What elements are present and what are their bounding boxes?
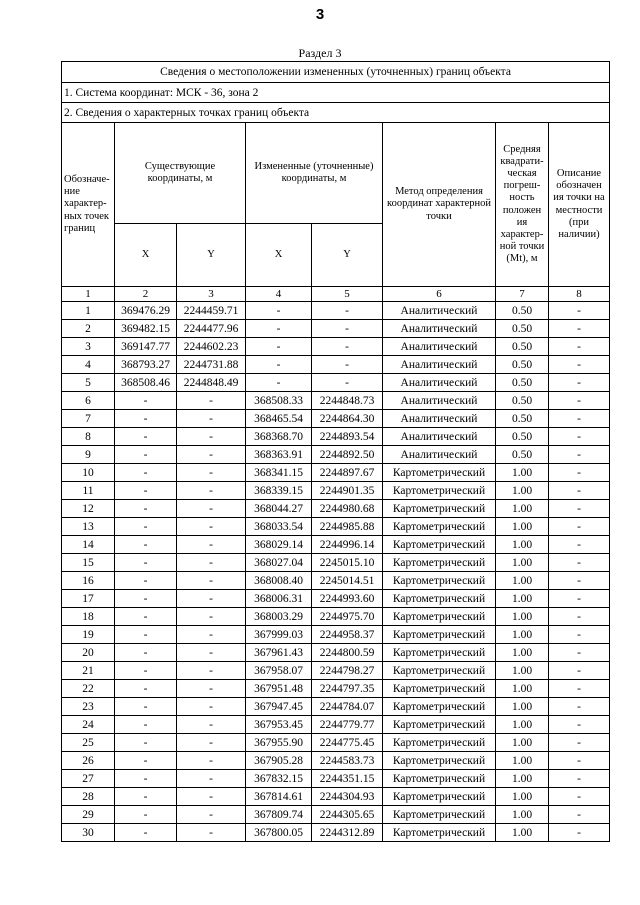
existing-x-cell: - xyxy=(115,446,177,464)
column-number: 3 xyxy=(177,287,246,302)
header-changed-y: Y xyxy=(312,224,383,287)
existing-y-cell: - xyxy=(177,824,246,842)
changed-x-cell: 368033.54 xyxy=(246,518,312,536)
existing-x-cell: - xyxy=(115,608,177,626)
existing-y-cell: - xyxy=(177,500,246,518)
changed-y-cell: 2244798.27 xyxy=(312,662,383,680)
existing-y-cell: 2244459.71 xyxy=(177,302,246,320)
method-cell: Аналитический xyxy=(383,356,496,374)
existing-x-cell: - xyxy=(115,482,177,500)
table-row xyxy=(62,482,610,500)
header-existing-coordinates: Существующие координаты, м xyxy=(115,123,246,224)
existing-y-cell: - xyxy=(177,464,246,482)
changed-y-cell: 2244784.07 xyxy=(312,698,383,716)
column-numbers-row xyxy=(62,287,610,302)
error-cell: 1.00 xyxy=(496,662,549,680)
table-row xyxy=(62,662,610,680)
changed-x-cell: 367953.45 xyxy=(246,716,312,734)
changed-y-cell: 2244993.60 xyxy=(312,590,383,608)
method-cell: Картометрический xyxy=(383,824,496,842)
changed-x-cell: 367947.45 xyxy=(246,698,312,716)
table-row xyxy=(62,554,610,572)
method-cell: Картометрический xyxy=(383,788,496,806)
header-method: Метод определения координат характерной точки xyxy=(383,123,496,287)
table-row xyxy=(62,302,610,320)
existing-y-cell: - xyxy=(177,698,246,716)
point-id-cell: 5 xyxy=(62,374,115,392)
existing-x-cell: - xyxy=(115,644,177,662)
changed-y-cell: 2244864.30 xyxy=(312,410,383,428)
changed-x-cell: - xyxy=(246,302,312,320)
changed-y-cell: - xyxy=(312,356,383,374)
error-cell: 1.00 xyxy=(496,500,549,518)
table-row xyxy=(62,806,610,824)
table-row xyxy=(62,338,610,356)
method-cell: Аналитический xyxy=(383,374,496,392)
description-cell: - xyxy=(549,608,610,626)
description-cell: - xyxy=(549,302,610,320)
changed-y-cell: 2244901.35 xyxy=(312,482,383,500)
changed-y-cell: 2244312.89 xyxy=(312,824,383,842)
error-cell: 0.50 xyxy=(496,446,549,464)
error-cell: 1.00 xyxy=(496,788,549,806)
method-cell: Аналитический xyxy=(383,446,496,464)
existing-x-cell: - xyxy=(115,824,177,842)
point-id-cell: 18 xyxy=(62,608,115,626)
header-existing-y: Y xyxy=(177,224,246,287)
column-number: 5 xyxy=(312,287,383,302)
header-changed-x: X xyxy=(246,224,312,287)
table-row xyxy=(62,644,610,662)
method-cell: Картометрический xyxy=(383,482,496,500)
existing-x-cell: - xyxy=(115,554,177,572)
changed-x-cell: 368006.31 xyxy=(246,590,312,608)
description-cell: - xyxy=(549,572,610,590)
existing-x-cell: - xyxy=(115,734,177,752)
table-row xyxy=(62,590,610,608)
point-id-cell: 1 xyxy=(62,302,115,320)
description-cell: - xyxy=(549,716,610,734)
point-id-cell: 24 xyxy=(62,716,115,734)
error-cell: 0.50 xyxy=(496,410,549,428)
description-cell: - xyxy=(549,338,610,356)
existing-x-cell: 368508.46 xyxy=(115,374,177,392)
method-cell: Картометрический xyxy=(383,644,496,662)
changed-x-cell: 368508.33 xyxy=(246,392,312,410)
method-cell: Картометрический xyxy=(383,716,496,734)
point-id-cell: 8 xyxy=(62,428,115,446)
description-cell: - xyxy=(549,536,610,554)
points-heading: 2. Сведения о характерных точках границ объекта xyxy=(62,103,610,123)
error-cell: 1.00 xyxy=(496,644,549,662)
table-row xyxy=(62,464,610,482)
changed-x-cell: 368341.15 xyxy=(246,464,312,482)
point-id-cell: 23 xyxy=(62,698,115,716)
point-id-cell: 14 xyxy=(62,536,115,554)
error-cell: 1.00 xyxy=(496,752,549,770)
method-cell: Картометрический xyxy=(383,806,496,824)
existing-x-cell: 369476.29 xyxy=(115,302,177,320)
header-description: Описание обозначен ия точки на местности (при наличии) xyxy=(549,123,610,287)
description-cell: - xyxy=(549,446,610,464)
changed-y-cell: 2244305.65 xyxy=(312,806,383,824)
header-changed-coordinates: Измененные (уточненные) координаты, м xyxy=(246,123,383,224)
table-row xyxy=(62,374,610,392)
table-row xyxy=(62,410,610,428)
existing-x-cell: 368793.27 xyxy=(115,356,177,374)
existing-y-cell: - xyxy=(177,680,246,698)
description-cell: - xyxy=(549,626,610,644)
table-row xyxy=(62,788,610,806)
changed-x-cell: - xyxy=(246,338,312,356)
changed-y-cell: 2244583.73 xyxy=(312,752,383,770)
description-cell: - xyxy=(549,734,610,752)
point-id-cell: 13 xyxy=(62,518,115,536)
table-row xyxy=(62,320,610,338)
description-cell: - xyxy=(549,320,610,338)
point-id-cell: 9 xyxy=(62,446,115,464)
method-cell: Картометрический xyxy=(383,590,496,608)
table-row xyxy=(62,716,610,734)
existing-x-cell: - xyxy=(115,518,177,536)
method-cell: Картометрический xyxy=(383,500,496,518)
description-cell: - xyxy=(549,410,610,428)
changed-y-cell: 2244996.14 xyxy=(312,536,383,554)
error-cell: 1.00 xyxy=(496,770,549,788)
table-row xyxy=(62,446,610,464)
existing-y-cell: - xyxy=(177,770,246,788)
changed-x-cell: 367905.28 xyxy=(246,752,312,770)
existing-y-cell: - xyxy=(177,626,246,644)
point-id-cell: 25 xyxy=(62,734,115,752)
point-id-cell: 29 xyxy=(62,806,115,824)
method-cell: Картометрический xyxy=(383,518,496,536)
existing-y-cell: - xyxy=(177,644,246,662)
error-cell: 1.00 xyxy=(496,698,549,716)
method-cell: Картометрический xyxy=(383,626,496,644)
existing-y-cell: - xyxy=(177,392,246,410)
method-cell: Аналитический xyxy=(383,338,496,356)
point-id-cell: 19 xyxy=(62,626,115,644)
header-point-designation: Обозначе-ние характер-ных точек границ xyxy=(62,123,115,287)
table-row xyxy=(62,428,610,446)
changed-y-cell: - xyxy=(312,338,383,356)
existing-y-cell: - xyxy=(177,734,246,752)
changed-x-cell: 367999.03 xyxy=(246,626,312,644)
description-cell: - xyxy=(549,500,610,518)
section-label: Раздел 3 xyxy=(298,46,342,60)
changed-y-cell: 2244975.70 xyxy=(312,608,383,626)
method-cell: Аналитический xyxy=(383,428,496,446)
error-cell: 0.50 xyxy=(496,356,549,374)
changed-y-cell: 2244848.73 xyxy=(312,392,383,410)
existing-x-cell: - xyxy=(115,626,177,644)
description-cell: - xyxy=(549,482,610,500)
existing-y-cell: 2244477.96 xyxy=(177,320,246,338)
existing-x-cell: - xyxy=(115,410,177,428)
existing-y-cell: - xyxy=(177,536,246,554)
table-row xyxy=(62,752,610,770)
point-id-cell: 27 xyxy=(62,770,115,788)
description-cell: - xyxy=(549,554,610,572)
changed-y-cell: - xyxy=(312,374,383,392)
point-id-cell: 7 xyxy=(62,410,115,428)
column-number: 1 xyxy=(62,287,115,302)
table-row xyxy=(62,500,610,518)
method-cell: Картометрический xyxy=(383,770,496,788)
error-cell: 0.50 xyxy=(496,428,549,446)
boundary-points-table xyxy=(61,61,610,842)
existing-y-cell: - xyxy=(177,608,246,626)
table-row xyxy=(62,680,610,698)
error-cell: 0.50 xyxy=(496,302,549,320)
method-cell: Картометрический xyxy=(383,680,496,698)
method-cell: Картометрический xyxy=(383,698,496,716)
column-number: 7 xyxy=(496,287,549,302)
method-cell: Картометрический xyxy=(383,536,496,554)
existing-x-cell: - xyxy=(115,572,177,590)
changed-x-cell: - xyxy=(246,320,312,338)
changed-x-cell: 368003.29 xyxy=(246,608,312,626)
method-cell: Картометрический xyxy=(383,464,496,482)
column-number: 6 xyxy=(383,287,496,302)
error-cell: 1.00 xyxy=(496,716,549,734)
method-cell: Картометрический xyxy=(383,734,496,752)
existing-y-cell: - xyxy=(177,410,246,428)
error-cell: 1.00 xyxy=(496,608,549,626)
existing-x-cell: - xyxy=(115,788,177,806)
point-id-cell: 2 xyxy=(62,320,115,338)
point-id-cell: 12 xyxy=(62,500,115,518)
point-id-cell: 4 xyxy=(62,356,115,374)
changed-y-cell: 2245014.51 xyxy=(312,572,383,590)
changed-y-cell: 2244797.35 xyxy=(312,680,383,698)
existing-y-cell: 2244602.23 xyxy=(177,338,246,356)
point-id-cell: 30 xyxy=(62,824,115,842)
description-cell: - xyxy=(549,770,610,788)
changed-y-cell: 2244980.68 xyxy=(312,500,383,518)
method-cell: Картометрический xyxy=(383,572,496,590)
description-cell: - xyxy=(549,374,610,392)
changed-x-cell: 368027.04 xyxy=(246,554,312,572)
changed-y-cell: 2244892.50 xyxy=(312,446,383,464)
existing-x-cell: 369147.77 xyxy=(115,338,177,356)
point-id-cell: 17 xyxy=(62,590,115,608)
existing-x-cell: - xyxy=(115,662,177,680)
description-cell: - xyxy=(549,698,610,716)
method-cell: Аналитический xyxy=(383,410,496,428)
error-cell: 1.00 xyxy=(496,536,549,554)
description-cell: - xyxy=(549,392,610,410)
existing-y-cell: - xyxy=(177,752,246,770)
existing-y-cell: - xyxy=(177,788,246,806)
changed-x-cell: 367951.48 xyxy=(246,680,312,698)
error-cell: 0.50 xyxy=(496,338,549,356)
existing-x-cell: - xyxy=(115,752,177,770)
changed-x-cell: 367832.15 xyxy=(246,770,312,788)
header-existing-x: X xyxy=(115,224,177,287)
existing-y-cell: - xyxy=(177,554,246,572)
existing-x-cell: - xyxy=(115,392,177,410)
point-id-cell: 21 xyxy=(62,662,115,680)
table-title: Сведения о местоположении измененных (уточненных) границ объекта xyxy=(62,62,610,83)
error-cell: 1.00 xyxy=(496,572,549,590)
header-mean-error: Средняя квадрати-ческая погреш-ность положен ия характер-ной точки (Mt), м xyxy=(496,123,549,287)
point-id-cell: 26 xyxy=(62,752,115,770)
existing-x-cell: - xyxy=(115,590,177,608)
method-cell: Аналитический xyxy=(383,302,496,320)
changed-x-cell: - xyxy=(246,374,312,392)
coordinate-system: 1. Система координат: МСК - 36, зона 2 xyxy=(62,83,610,103)
changed-y-cell: 2244893.54 xyxy=(312,428,383,446)
error-cell: 1.00 xyxy=(496,482,549,500)
changed-x-cell: 368465.54 xyxy=(246,410,312,428)
existing-x-cell: - xyxy=(115,770,177,788)
existing-x-cell: - xyxy=(115,698,177,716)
changed-x-cell: 368044.27 xyxy=(246,500,312,518)
method-cell: Картометрический xyxy=(383,554,496,572)
point-id-cell: 20 xyxy=(62,644,115,662)
column-number: 2 xyxy=(115,287,177,302)
point-id-cell: 10 xyxy=(62,464,115,482)
description-cell: - xyxy=(549,356,610,374)
changed-x-cell: 367955.90 xyxy=(246,734,312,752)
method-cell: Картометрический xyxy=(383,662,496,680)
changed-x-cell: 368368.70 xyxy=(246,428,312,446)
existing-x-cell: - xyxy=(115,680,177,698)
point-id-cell: 3 xyxy=(62,338,115,356)
existing-x-cell: - xyxy=(115,806,177,824)
changed-y-cell: 2244897.67 xyxy=(312,464,383,482)
error-cell: 0.50 xyxy=(496,374,549,392)
error-cell: 1.00 xyxy=(496,824,549,842)
existing-y-cell: 2244848.49 xyxy=(177,374,246,392)
changed-x-cell: 368363.91 xyxy=(246,446,312,464)
point-id-cell: 11 xyxy=(62,482,115,500)
error-cell: 0.50 xyxy=(496,320,549,338)
column-number: 4 xyxy=(246,287,312,302)
table-row xyxy=(62,536,610,554)
changed-y-cell: 2244800.59 xyxy=(312,644,383,662)
error-cell: 1.00 xyxy=(496,680,549,698)
existing-x-cell: - xyxy=(115,428,177,446)
changed-y-cell: 2244304.93 xyxy=(312,788,383,806)
changed-x-cell: 367814.61 xyxy=(246,788,312,806)
changed-y-cell: 2244779.77 xyxy=(312,716,383,734)
table-row xyxy=(62,626,610,644)
changed-x-cell: 368339.15 xyxy=(246,482,312,500)
existing-x-cell: - xyxy=(115,500,177,518)
point-id-cell: 15 xyxy=(62,554,115,572)
error-cell: 1.00 xyxy=(496,590,549,608)
description-cell: - xyxy=(549,518,610,536)
existing-x-cell: - xyxy=(115,536,177,554)
error-cell: 1.00 xyxy=(496,806,549,824)
changed-y-cell: - xyxy=(312,320,383,338)
existing-y-cell: - xyxy=(177,482,246,500)
changed-y-cell: 2244351.15 xyxy=(312,770,383,788)
description-cell: - xyxy=(549,752,610,770)
column-number: 8 xyxy=(549,287,610,302)
error-cell: 1.00 xyxy=(496,626,549,644)
error-cell: 1.00 xyxy=(496,464,549,482)
error-cell: 1.00 xyxy=(496,518,549,536)
existing-y-cell: - xyxy=(177,518,246,536)
changed-x-cell: 367809.74 xyxy=(246,806,312,824)
point-id-cell: 16 xyxy=(62,572,115,590)
description-cell: - xyxy=(549,680,610,698)
method-cell: Картометрический xyxy=(383,608,496,626)
description-cell: - xyxy=(549,644,610,662)
table-row xyxy=(62,392,610,410)
changed-x-cell: 367958.07 xyxy=(246,662,312,680)
method-cell: Аналитический xyxy=(383,320,496,338)
description-cell: - xyxy=(549,662,610,680)
table-row xyxy=(62,572,610,590)
method-cell: Аналитический xyxy=(383,392,496,410)
existing-y-cell: - xyxy=(177,716,246,734)
changed-x-cell: - xyxy=(246,356,312,374)
table-row xyxy=(62,518,610,536)
existing-x-cell: - xyxy=(115,716,177,734)
changed-y-cell: 2245015.10 xyxy=(312,554,383,572)
table-row xyxy=(62,734,610,752)
existing-y-cell: - xyxy=(177,662,246,680)
description-cell: - xyxy=(549,428,610,446)
error-cell: 0.50 xyxy=(496,392,549,410)
error-cell: 1.00 xyxy=(496,554,549,572)
table-row xyxy=(62,824,610,842)
description-cell: - xyxy=(549,806,610,824)
description-cell: - xyxy=(549,824,610,842)
existing-y-cell: - xyxy=(177,428,246,446)
error-cell: 1.00 xyxy=(496,734,549,752)
changed-x-cell: 367800.05 xyxy=(246,824,312,842)
changed-x-cell: 368008.40 xyxy=(246,572,312,590)
existing-y-cell: - xyxy=(177,806,246,824)
existing-x-cell: - xyxy=(115,464,177,482)
method-cell: Картометрический xyxy=(383,752,496,770)
table-row xyxy=(62,770,610,788)
existing-y-cell: - xyxy=(177,590,246,608)
existing-y-cell: - xyxy=(177,446,246,464)
changed-y-cell: - xyxy=(312,302,383,320)
point-id-cell: 6 xyxy=(62,392,115,410)
point-id-cell: 22 xyxy=(62,680,115,698)
changed-y-cell: 2244985.88 xyxy=(312,518,383,536)
table-row xyxy=(62,698,610,716)
description-cell: - xyxy=(549,464,610,482)
point-id-cell: 28 xyxy=(62,788,115,806)
changed-y-cell: 2244958.37 xyxy=(312,626,383,644)
existing-x-cell: 369482.15 xyxy=(115,320,177,338)
changed-y-cell: 2244775.45 xyxy=(312,734,383,752)
page-number: 3 xyxy=(315,6,325,23)
description-cell: - xyxy=(549,590,610,608)
table-row xyxy=(62,608,610,626)
existing-y-cell: 2244731.88 xyxy=(177,356,246,374)
table-row xyxy=(62,356,610,374)
changed-x-cell: 367961.43 xyxy=(246,644,312,662)
existing-y-cell: - xyxy=(177,572,246,590)
changed-x-cell: 368029.14 xyxy=(246,536,312,554)
description-cell: - xyxy=(549,788,610,806)
